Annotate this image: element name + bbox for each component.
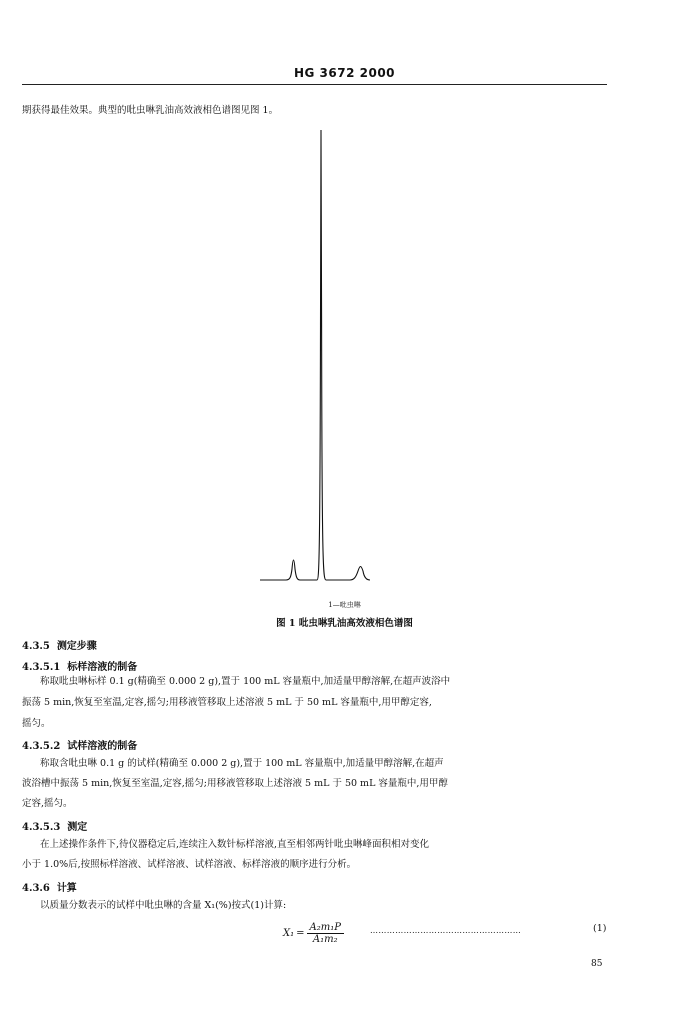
section-4-3-5-1-heading (22, 658, 137, 673)
formula-equals: = (296, 927, 305, 939)
paragraph-line: 称取含吡虫啉 0.1 g 的试样(精确至 0.000 2 g),置于 100 mL 容量瓶中,加适量甲醇溶解,在超声 (40, 758, 444, 769)
figure-caption: 图 1 吡虫啉乳油高效液相色谱图 (276, 618, 413, 629)
section-number: 4.3.6 (22, 883, 50, 894)
paragraph-line: 摇匀。 (22, 718, 51, 729)
section-4-3-5-2-heading (22, 737, 137, 752)
chromatogram-trace (260, 130, 370, 580)
section-title: 计算 (56, 883, 77, 894)
paragraph-line: 在上述操作条件下,待仪器稳定后,连续注入数针标样溶液,直至相邻两针吡虫啉峰面积相对变化 (40, 839, 430, 850)
section-title: 试样溶液的制备 (67, 741, 138, 752)
section-number: 4.3.5.3 (22, 822, 61, 833)
peak-label: 1—吡虫啉 (328, 601, 361, 609)
section-4-3-5-3-heading (22, 818, 87, 833)
paragraph-line: 小于 1.0%后,按照标样溶液、试样溶液、试样溶液、标样溶液的顺序进行分析。 (22, 859, 357, 870)
header-rule (22, 84, 607, 85)
intro-text: 期获得最佳效果。典型的吡虫啉乳油高效液相色谱图见图 1。 (22, 105, 279, 116)
formula-fraction (307, 922, 344, 945)
paragraph-line: 波浴槽中振荡 5 min,恢复至室温,定容,摇匀;用移液管移取上述溶液 5 mL 于 50 mL 容量瓶中,用甲醇 (22, 778, 448, 789)
section-number: 4.3.5.2 (22, 741, 61, 752)
section-title: 标样溶液的制备 (67, 662, 138, 673)
section-number: 4.3.5.1 (22, 662, 61, 673)
section-title: 测定 (67, 822, 88, 833)
paragraph-line: 振荡 5 min,恢复至室温,定容,摇匀;用移液管移取上述溶液 5 mL 于 50 mL 容量瓶中,用甲醇定容, (22, 697, 432, 708)
formula-number: (1) (593, 923, 607, 934)
chromatogram-figure (250, 125, 390, 585)
paragraph-line: 以质量分数表示的试样中吡虫啉的含量 X₁(%)按式(1)计算: (40, 900, 287, 911)
standard-code-header: HG 3672 2000 (293, 66, 396, 80)
section-4-3-5-heading (22, 637, 97, 652)
paragraph-line: 称取吡虫啉标样 0.1 g(精确至 0.000 2 g),置于 100 mL 容量瓶中,加适量甲醇溶解,在超声波浴中 (40, 676, 451, 687)
formula-lhs: X₁ (283, 927, 295, 939)
formula-leader-dots: ……………………………………………… (370, 926, 522, 935)
page-number: 85 (591, 959, 603, 969)
section-title: 测定步骤 (56, 641, 97, 652)
formula-denominator: A₁m₂ (312, 933, 338, 945)
formula-numerator: A₂m₁P (307, 922, 344, 934)
section-4-3-6-heading (22, 879, 77, 894)
formula-1 (283, 916, 344, 950)
section-number: 4.3.5 (22, 641, 50, 652)
paragraph-line: 定容,摇匀。 (22, 798, 73, 809)
